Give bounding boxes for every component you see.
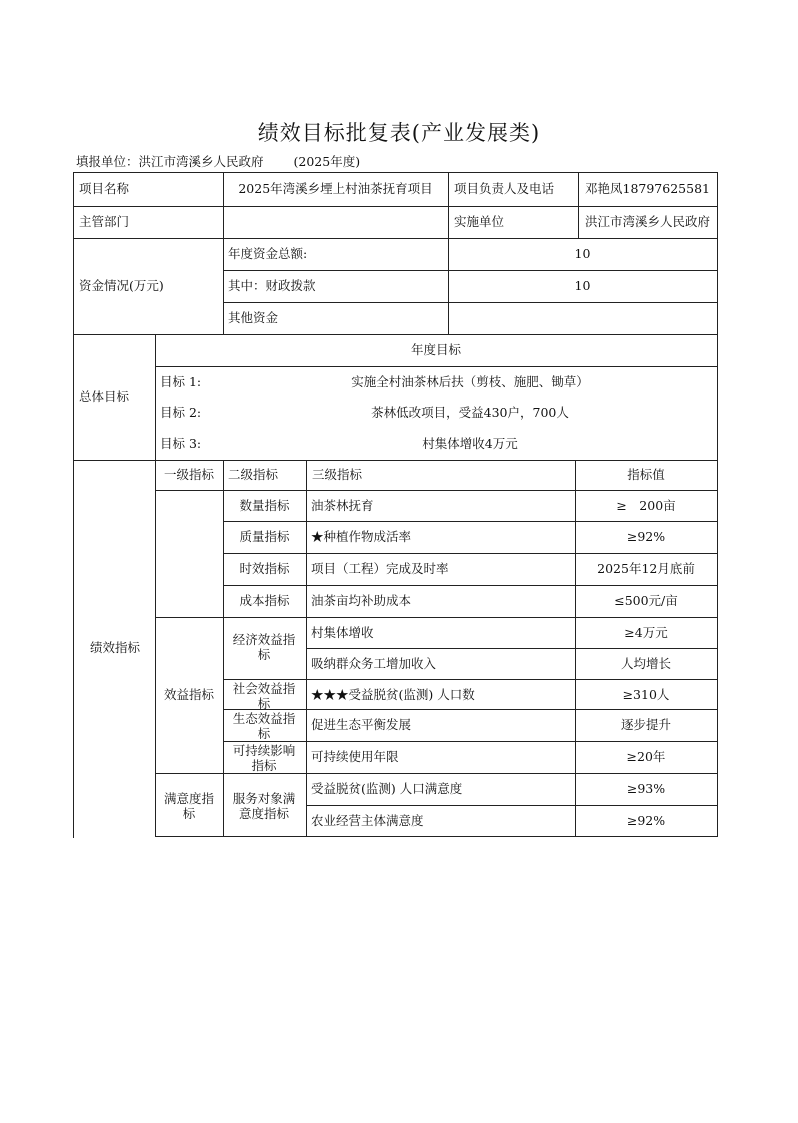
output-l2: 时效指标 <box>239 561 290 576</box>
output-l3: ★种植作物成活率 <box>311 529 412 544</box>
goal-1-label: 目标 1: <box>160 374 202 389</box>
report-year: (2025年度) <box>293 154 361 169</box>
output-value: ≤500元/亩 <box>614 593 678 608</box>
funds-fiscal-label: 其中：财政拨款 <box>228 278 316 293</box>
goal-2-text: 茶林低改项目，受益430户，700人 <box>371 405 569 420</box>
social-l3: ★★★受益脱贫(监测) 人口数 <box>311 687 475 702</box>
contact-label: 项目负责人及电话 <box>454 181 555 196</box>
satisfaction-l3: 受益脱贫(监测) 人口满意度 <box>311 781 463 796</box>
project-name-label: 项目名称 <box>79 181 130 196</box>
sustain-value: ≥20年 <box>626 749 666 764</box>
social-label: 社会效益指标 <box>232 681 296 711</box>
sustain-label: 可持续影响指标 <box>232 743 296 773</box>
output-l3: 项目（工程）完成及时率 <box>311 561 449 576</box>
output-value: 2025年12月底前 <box>597 561 695 576</box>
output-value: ≥ 200亩 <box>616 498 676 513</box>
goals-label: 总体目标 <box>79 389 130 404</box>
goal-3-text: 村集体增收4万元 <box>422 436 518 451</box>
output-value: ≥92% <box>626 529 666 544</box>
header-value: 指标值 <box>627 467 665 482</box>
funds-total-label: 年度资金总额: <box>228 246 308 261</box>
dept-label: 主管部门 <box>79 214 130 229</box>
page-title: 绩效目标批复表(产业发展类) <box>257 121 541 145</box>
satisfaction-value: ≥93% <box>626 781 666 796</box>
indicators-label: 绩效指标 <box>90 640 141 655</box>
economic-l3: 村集体增收 <box>311 625 374 640</box>
header-l3: 三级指标 <box>312 467 363 482</box>
header-l1: 一级指标 <box>163 467 214 482</box>
sustain-l3: 可持续使用年限 <box>311 749 399 764</box>
eco-label: 生态效益指标 <box>232 711 296 741</box>
satisfaction-l3: 农业经营主体满意度 <box>311 813 424 828</box>
goal-2-label: 目标 2: <box>160 405 202 420</box>
goal-3-label: 目标 3: <box>160 436 202 451</box>
contact-value: 邓艳凤18797625581 <box>585 181 710 196</box>
impl-label: 实施单位 <box>454 214 505 229</box>
filler-line <box>76 152 360 170</box>
header-l2: 二级指标 <box>227 467 278 482</box>
output-l3: 油茶亩均补助成本 <box>311 593 412 608</box>
eco-value: 逐步提升 <box>620 717 671 732</box>
funds-total-value: 10 <box>574 246 591 261</box>
economic-value: 人均增长 <box>620 656 671 671</box>
satisfaction-label: 满意度指标 <box>163 791 214 821</box>
funds-label: 资金情况(万元) <box>79 278 164 293</box>
economic-l3: 吸纳群众务工增加收入 <box>311 656 437 671</box>
funds-other-label: 其他资金 <box>228 310 279 325</box>
satisfaction-value: ≥92% <box>626 813 666 828</box>
funds-fiscal-value: 10 <box>574 278 591 293</box>
output-l2: 成本指标 <box>239 593 290 608</box>
social-value: ≥310人 <box>622 687 670 702</box>
economic-label: 经济效益指标 <box>232 632 296 662</box>
economic-value: ≥4万元 <box>624 625 668 640</box>
goals-header: 年度目标 <box>410 342 461 357</box>
benefit-label: 效益指标 <box>163 687 214 702</box>
output-l2: 数量指标 <box>239 498 290 513</box>
project-name-value: 2025年湾溪乡堙上村油茶抚育项目 <box>238 181 433 196</box>
service-label: 服务对象满意度指标 <box>232 791 296 821</box>
goal-1-text: 实施全村油茶林后扶（剪枝、施肥、锄草） <box>351 374 589 389</box>
output-l3: 油茶林抚育 <box>311 498 374 513</box>
filler-unit: 填报单位：洪江市湾溪乡人民政府 <box>76 154 264 169</box>
eco-l3: 促进生态平衡发展 <box>311 717 412 732</box>
output-l2: 质量指标 <box>239 529 290 544</box>
impl-value: 洪江市湾溪乡人民政府 <box>584 214 710 229</box>
